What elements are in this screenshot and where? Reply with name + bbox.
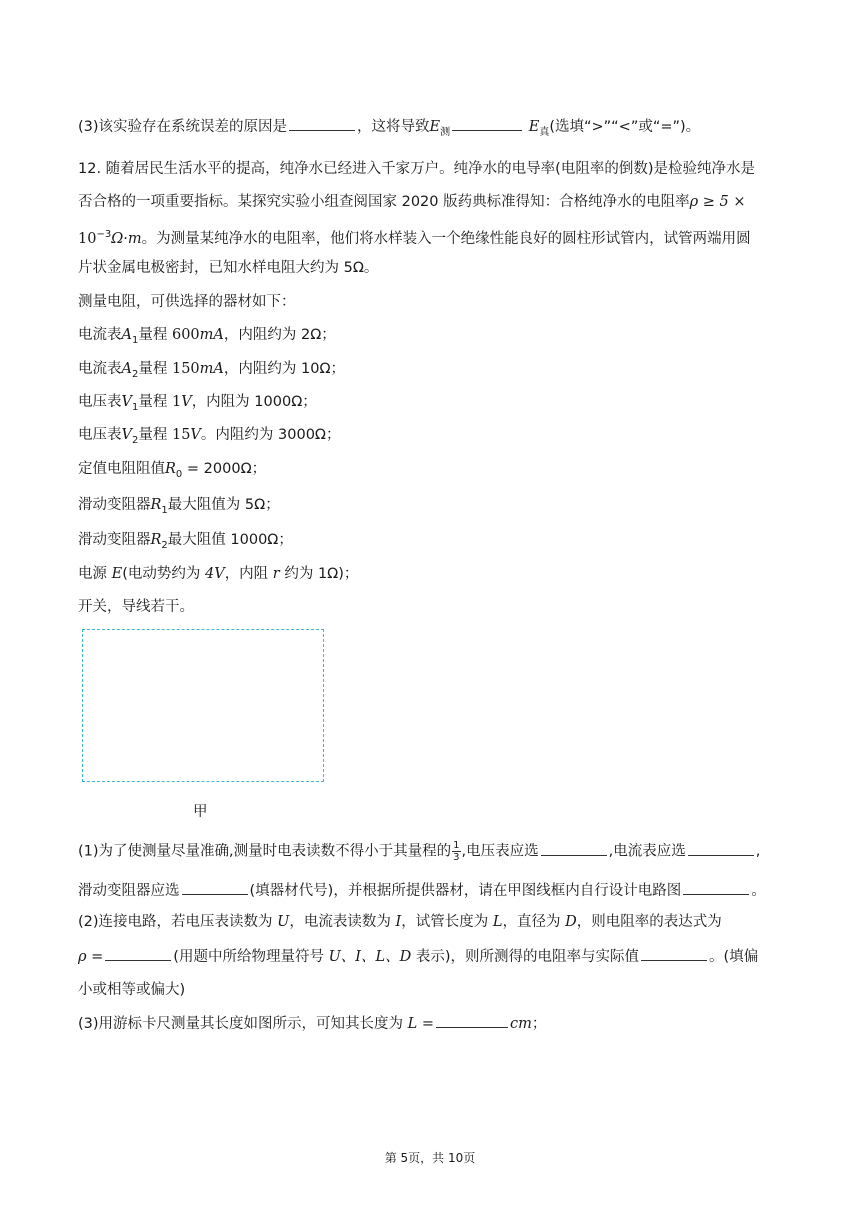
equipment-item: 电压表$V_1$量程 1V，内阻为 1000Ω； [78,394,317,413]
equipment-item: 电压表$V_2$量程 15V。内阻约为 3000Ω； [78,427,341,446]
equipment-item: 滑动变阻器$R_1$最大阻值为 5Ω； [78,497,280,516]
answer-blank[interactable] [105,946,171,961]
q11-part3: (3)该实验存在系统误差的原因是 ，这将导致$E_测$ $E_真$(选填“>”“<”或“=”)。 [78,116,700,143]
answer-blank[interactable] [182,880,248,895]
answer-blank[interactable] [452,116,522,131]
equipment-item-switch: 开关，导线若干。 [78,599,194,615]
circuit-drawing-box[interactable] [82,629,324,782]
answer-blank[interactable] [688,841,754,856]
figure-caption: 甲 [193,804,208,820]
q12-part2-line-2: ρ = (用题中所给物理量符号 U、I、L、D 表示)，则所测得的电阻率与实际值 。(填偏 [78,946,758,967]
q12-intro-line-2: 否合格的一项重要指标。某探究实验小组查阅国家 2020 版药典标准得知：合格纯净水的电阻率ρ ≥ 5 × [78,194,746,210]
q12-part2-line-1: (2)连接电路，若电压表读数为 U，电流表读数为 I，试管长度为 L，直径为 D，则电阻率的表达式为 [78,914,722,930]
equipment-heading: 测量电阻，可供选择的器材如下： [78,294,296,310]
page-footer: 第 5页，共 10页 [384,1151,476,1165]
equipment-item: 电流表$A_2$量程 150mA，内阻约为 10Ω； [78,361,346,380]
answer-blank[interactable] [436,1013,508,1028]
answer-blank[interactable] [683,880,749,895]
q12-part1-line-2: 滑动变阻器应选 (填器材代号)，并根据所提供器材，请在甲图线框内自行设计电路图 。 [78,880,766,901]
q11-part3-text-a: (3)该实验存在系统误差的原因是 [78,119,288,135]
equipment-item-source: 电源 E(电动势约为 4V，内阻 r 约为 1Ω)； [78,566,359,582]
equipment-item: 电流表$A_1$量程 600mA，内阻约为 2Ω； [78,327,336,346]
answer-blank[interactable] [641,946,707,961]
q12-intro-line-3: $10^{-3}\Omega\cdot m$。为测量某纯净水的电阻率，他们将水样装入一个绝缘性能良好的圆柱形试管内，试管两端用圆 [78,229,751,247]
equipment-item: 滑动变阻器$R_2$最大阻值 1000Ω； [78,532,293,551]
answer-blank[interactable] [541,841,607,856]
q12-intro-line-1: 12. 随着居民生活水平的提高，纯净水已经进入千家万户。纯净水的电导率(电阻率的倒数)是检验纯净水是 [78,161,755,177]
q12-part1-line-1: (1)为了使测量尽量准确,测量时电表读数不得小于其量程的 $\frac{1}{3}$ ,电压表应选 ,电流表应选 , [78,840,761,863]
q12-part3: (3)用游标卡尺测量其长度如图所示，可知其长度为 L = cm； [78,1013,546,1034]
equipment-item: 定值电阻阻值$R_0 = 2000\Omega$； [78,461,267,480]
fraction-one-third: $\frac{1}{3}$ [453,840,460,863]
answer-blank[interactable] [289,116,355,131]
q12-intro-line-4: 片状金属电极密封，已知水样电阻大约为 5Ω。 [78,260,379,276]
q12-part2-line-3: 小或相等或偏大) [78,982,186,998]
